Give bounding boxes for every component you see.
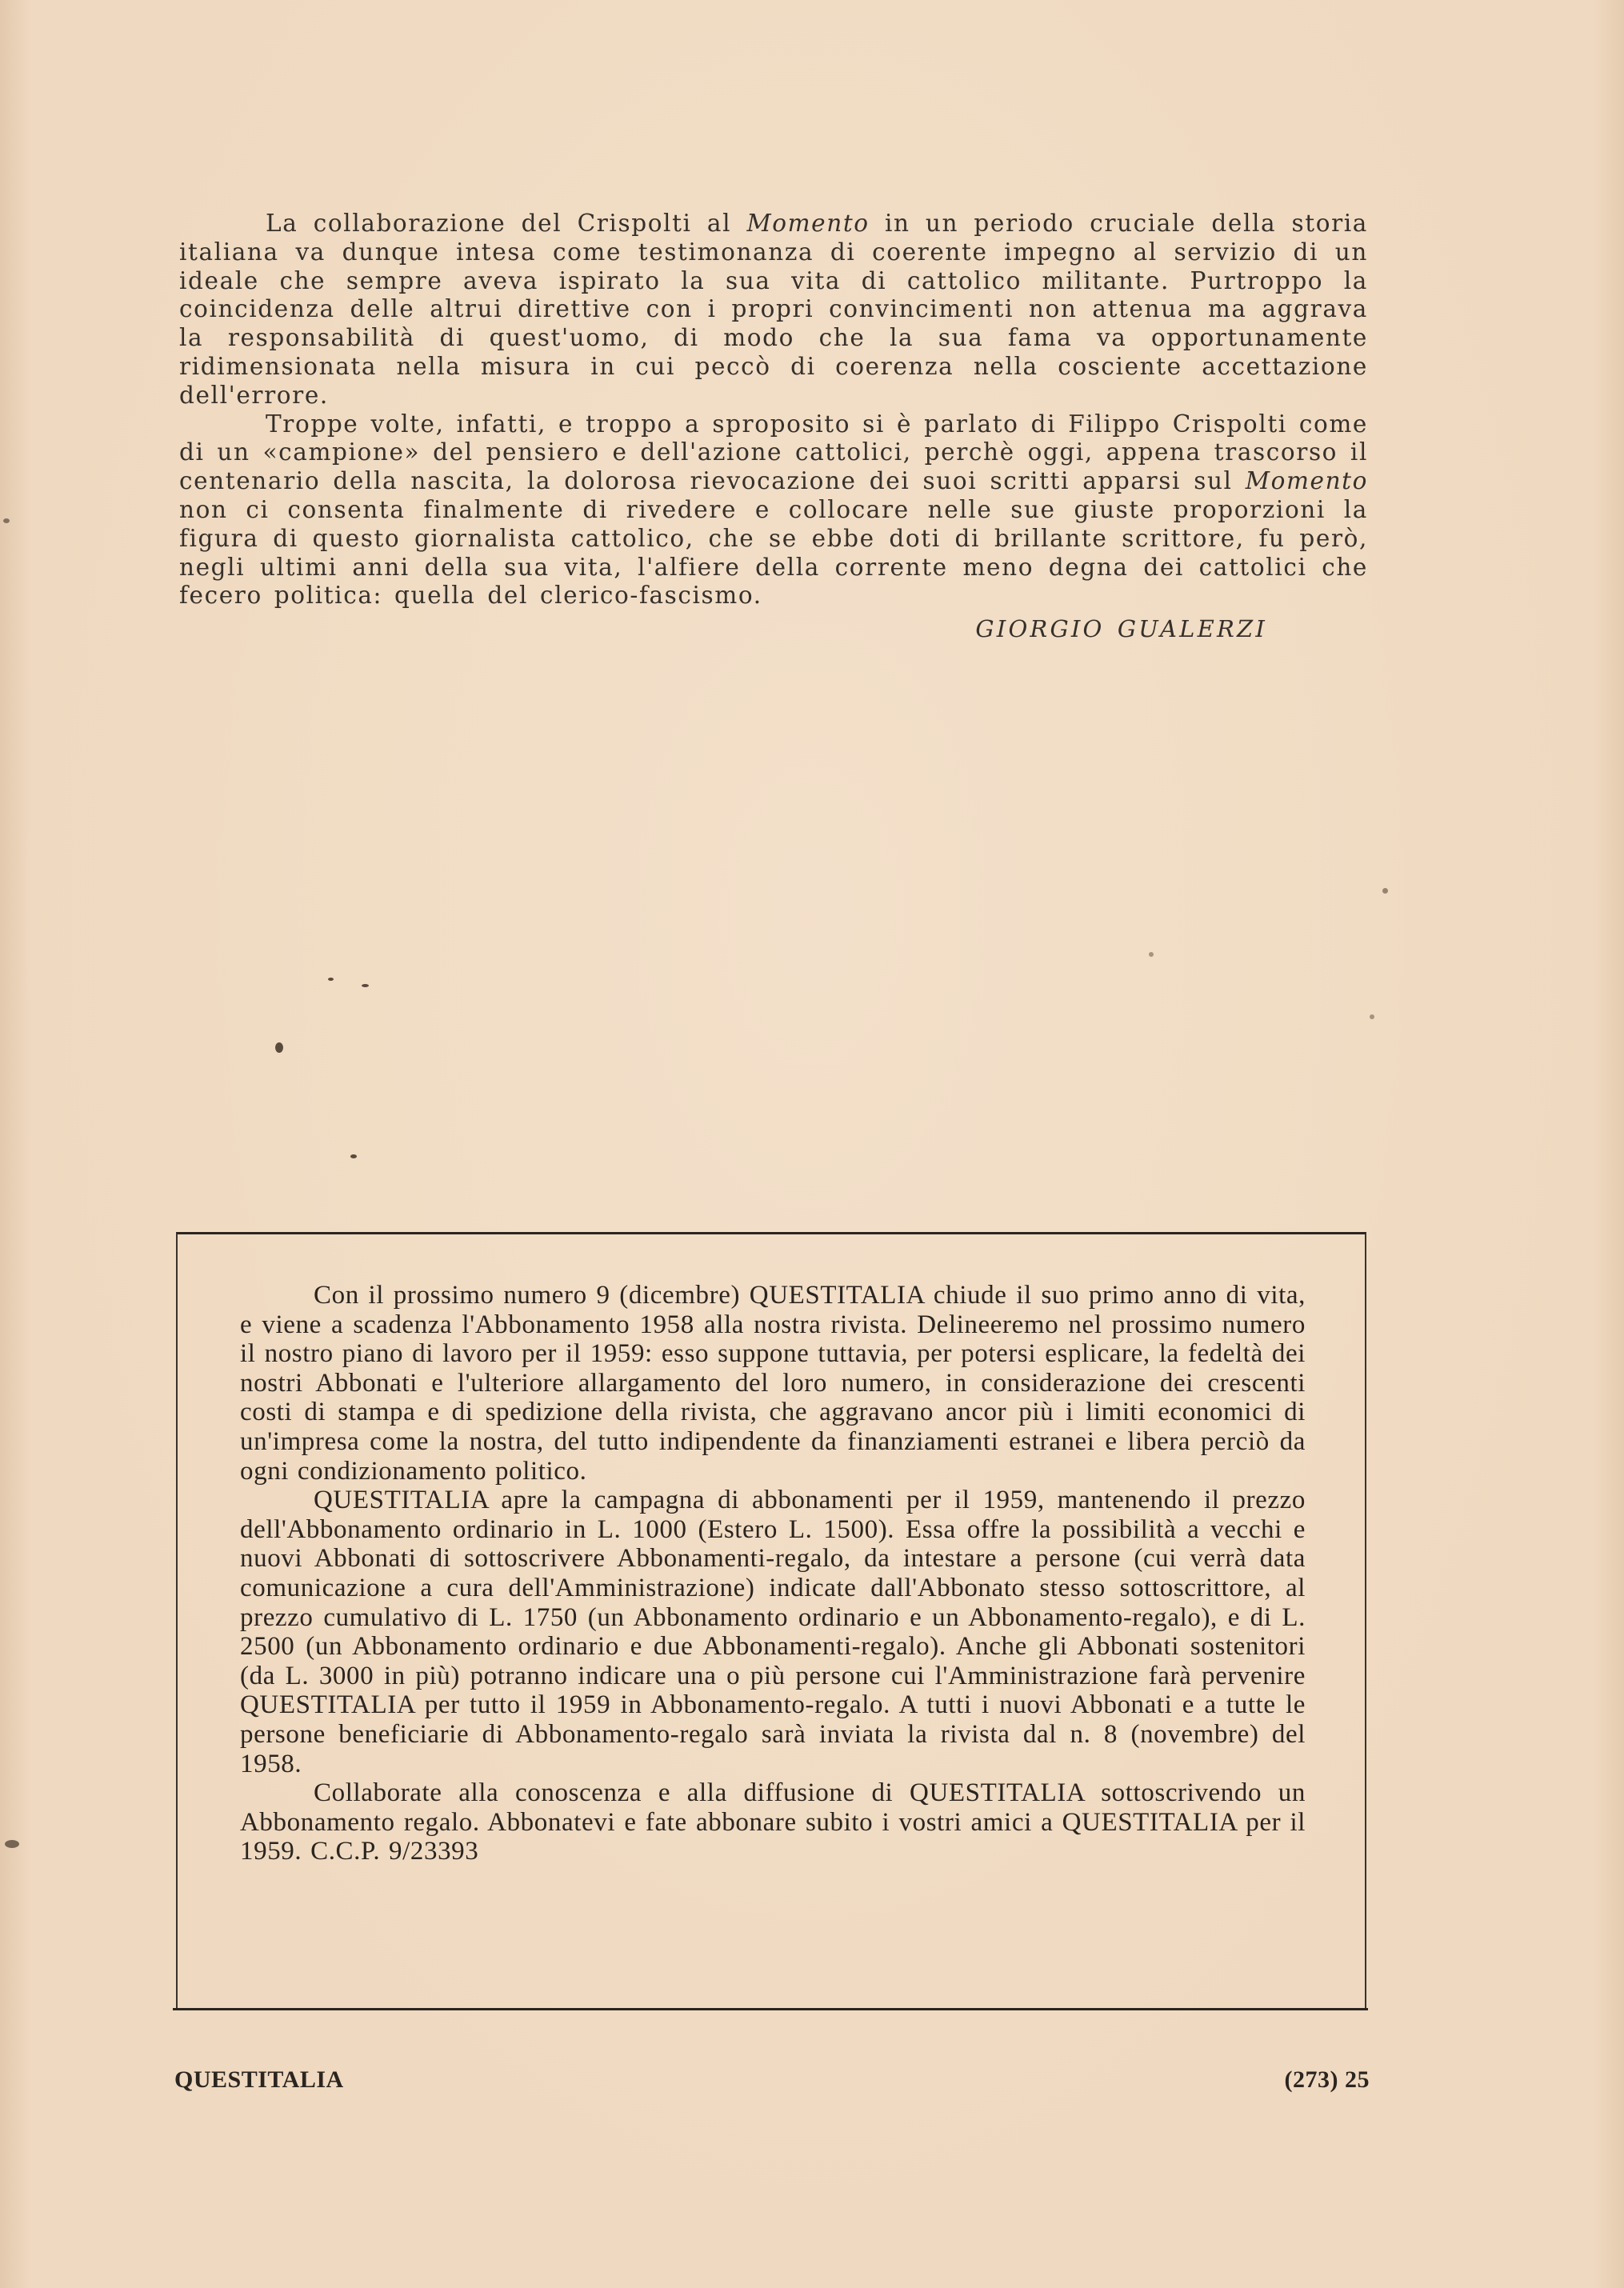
notice-paragraph-3: Collaborate alla conoscenza e alla diffusione di QUESTITALIA sottoscrivendo un Abbonamento regalo. Abbonatevi e fate abbonare subito i vostri amici a QUESTITALIA per il 1959. C.C.P. 9/23393 [240,1778,1306,1866]
article-text [179,210,1368,644]
article-paragraph-2: Troppe volte, infatti, e troppo a sproposito si è parlato di Filippo Crispolti come di un «campione» del pensiero e dell'azione cattolici, perchè oggi, appena trascorso il centenario della nascita, la dolorosa rievocazione dei suoi scritti apparsi sul Momento non ci consenta finalmente di rivedere e collocare nelle sue giuste proporzioni la figura di questo giornalista cattolico, che se ebbe doti di brillante scrittore, fu però, negli ultimi anni della sua vita, l'alfiere della corrente meno degna dei cattolici che fecero politica: quella del clerico-fascismo. [179,410,1368,610]
author-signature: GIORGIO GUALERZI [975,615,1267,643]
notice-paragraph-2: QUESTITALIA apre la campagna di abbonamenti per il 1959, mantenendo il prezzo dell'Abbonamento ordinario in L. 1000 (Estero L. 1500). Essa offre la possibilità a vecchi e nuovi Abbonati di sottoscrivere Abbonamenti-regalo, da intestare a persone (cui verrà data comunicazione a cura dell'Amministrazione) indicate dall'Abbonato stesso sottoscrittore, al prezzo cumulativo di L. 1750 (un Abbonamento ordinario e un Abbonamento-regalo), e di L. 2500 (un Abbonamento ordinario e due Abbonamenti-regalo). Anche gli Abbonati sostenitori (da L. 3000 in più) potranno indicare una o più persone cui l'Amministrazione farà pervenire QUESTITALIA per tutto il 1959 in Abbonamento-regalo. A tutti i nuovi Abbonati e a tutte le persone beneficiarie di Abbonamento-regalo sarà inviata la rivista dal n. 8 (novembre) del 1958. [240,1486,1306,1778]
paper-speck [3,518,10,523]
paper-speck [275,1042,283,1053]
paper-speck [1149,952,1154,957]
paper-speck [350,1154,357,1158]
footer-page-number: (273) 25 [1284,2066,1370,2093]
box-bottom-rule [173,2008,1368,2010]
paper-speck [362,984,369,987]
periodical-title: Momento [1245,467,1368,495]
notice-paragraph-1: Con il prossimo numero 9 (dicembre) QUESTITALIA chiude il suo primo anno di vita, e viene a scadenza l'Abbonamento 1958 alla nostra rivista. Delineeremo nel prossimo numero il nostro piano di lavoro per il 1959: esso suppone tuttavia, per potersi esplicare, la fedeltà dei nostri Abbonati e l'ulteriore allargamento del loro numero, in considerazione dei crescenti costi di stampa e di spedizione della rivista, che aggravano ancor più i limiti economici di un'impresa come la nostra, del tutto indipendente da finanziamenti estranei e libera perciò da ogni condizionamento politico. [240,1281,1306,1486]
footer-journal-name: QUESTITALIA [174,2066,344,2093]
paper-speck [5,1840,19,1848]
paper-speck [1370,1014,1374,1019]
paper-speck [1382,888,1388,894]
periodical-title: Momento [746,210,870,237]
subscription-notice [240,1281,1306,1866]
paper-speck [328,978,334,981]
article-paragraph-1: La collaborazione del Crispolti al Momento in un periodo cruciale della storia italiana va dunque intesa come testimonanza di coerente impegno al servizio di un ideale che sempre aveva ispirato la sua vita di cattolico militante. Purtroppo la coincidenza delle altrui direttive con i propri convincimenti non attenua ma aggrava la responsabilità di quest'uomo, di modo che la sua fama va opportunamente ridimensionata nella misura in cui peccò di coerenza nella cosciente accettazione dell'errore. [179,210,1368,409]
